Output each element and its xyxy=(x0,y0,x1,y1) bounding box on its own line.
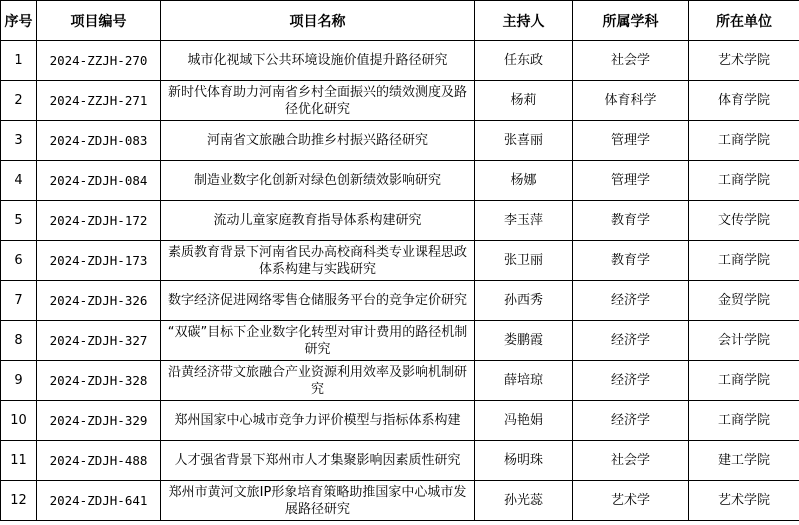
cell-discipline: 体育科学 xyxy=(573,81,689,121)
cell-unit: 工商学院 xyxy=(689,241,799,281)
cell-discipline: 经济学 xyxy=(573,321,689,361)
cell-host: 张卫丽 xyxy=(475,241,573,281)
cell-project-code: 2024-ZDJH-172 xyxy=(37,201,161,241)
cell-serial: 11 xyxy=(1,441,37,481)
cell-project-name: 人才强省背景下郑州市人才集聚影响因素质性研究 xyxy=(161,441,475,481)
cell-project-code: 2024-ZDJH-326 xyxy=(37,281,161,321)
table-row xyxy=(1,81,799,121)
table-row xyxy=(1,121,799,161)
table-row xyxy=(1,281,799,321)
table-row xyxy=(1,441,799,481)
cell-serial: 9 xyxy=(1,361,37,401)
cell-project-code: 2024-ZDJH-084 xyxy=(37,161,161,201)
cell-project-name: 郑州市黄河文旅IP形象培育策略助推国家中心城市发展路径研究 xyxy=(161,481,475,521)
cell-unit: 文传学院 xyxy=(689,201,799,241)
cell-host: 杨明珠 xyxy=(475,441,573,481)
cell-host: 娄鹏霞 xyxy=(475,321,573,361)
cell-host: 任东政 xyxy=(475,41,573,81)
cell-serial: 7 xyxy=(1,281,37,321)
cell-unit: 建工学院 xyxy=(689,441,799,481)
cell-unit: 艺术学院 xyxy=(689,481,799,521)
cell-serial: 6 xyxy=(1,241,37,281)
cell-discipline: 艺术学 xyxy=(573,481,689,521)
cell-project-name: 流动儿童家庭教育指导体系构建研究 xyxy=(161,201,475,241)
cell-unit: 金贸学院 xyxy=(689,281,799,321)
table-row xyxy=(1,361,799,401)
cell-serial: 2 xyxy=(1,81,37,121)
cell-unit: 工商学院 xyxy=(689,161,799,201)
table-row xyxy=(1,201,799,241)
cell-discipline: 经济学 xyxy=(573,361,689,401)
cell-discipline: 管理学 xyxy=(573,161,689,201)
table-row xyxy=(1,481,799,521)
cell-unit: 体育学院 xyxy=(689,81,799,121)
cell-project-name: 制造业数字化创新对绿色创新绩效影响研究 xyxy=(161,161,475,201)
cell-host: 李玉萍 xyxy=(475,201,573,241)
cell-unit: 工商学院 xyxy=(689,401,799,441)
cell-project-name: 城市化视域下公共环境设施价值提升路径研究 xyxy=(161,41,475,81)
table-row xyxy=(1,41,799,81)
cell-host: 杨莉 xyxy=(475,81,573,121)
cell-unit: 工商学院 xyxy=(689,361,799,401)
cell-discipline: 经济学 xyxy=(573,281,689,321)
header-discipline: 所属学科 xyxy=(573,1,689,41)
cell-project-name: “双碳”目标下企业数字化转型对审计费用的路径机制研究 xyxy=(161,321,475,361)
cell-serial: 5 xyxy=(1,201,37,241)
cell-serial: 3 xyxy=(1,121,37,161)
cell-unit: 艺术学院 xyxy=(689,41,799,81)
cell-project-name: 素质教育背景下河南省民办高校商科类专业课程思政体系构建与实践研究 xyxy=(161,241,475,281)
cell-host: 杨娜 xyxy=(475,161,573,201)
table-row xyxy=(1,161,799,201)
cell-serial: 1 xyxy=(1,41,37,81)
cell-discipline: 教育学 xyxy=(573,201,689,241)
cell-project-code: 2024-ZDJH-329 xyxy=(37,401,161,441)
cell-project-code: 2024-ZZJH-270 xyxy=(37,41,161,81)
cell-project-name: 数字经济促进网络零售仓储服务平台的竞争定价研究 xyxy=(161,281,475,321)
cell-host: 孙光蕊 xyxy=(475,481,573,521)
cell-unit: 会计学院 xyxy=(689,321,799,361)
table-row xyxy=(1,241,799,281)
cell-serial: 8 xyxy=(1,321,37,361)
cell-host: 孙西秀 xyxy=(475,281,573,321)
cell-project-code: 2024-ZDJH-327 xyxy=(37,321,161,361)
cell-serial: 10 xyxy=(1,401,37,441)
table-header-row xyxy=(1,1,799,41)
cell-project-name: 河南省文旅融合助推乡村振兴路径研究 xyxy=(161,121,475,161)
cell-host: 薛培琼 xyxy=(475,361,573,401)
table-row xyxy=(1,321,799,361)
cell-discipline: 经济学 xyxy=(573,401,689,441)
table-row xyxy=(1,401,799,441)
cell-project-code: 2024-ZDJH-641 xyxy=(37,481,161,521)
header-project-code: 项目编号 xyxy=(37,1,161,41)
cell-project-code: 2024-ZDJH-083 xyxy=(37,121,161,161)
cell-host: 张喜丽 xyxy=(475,121,573,161)
cell-serial: 4 xyxy=(1,161,37,201)
cell-project-code: 2024-ZDJH-328 xyxy=(37,361,161,401)
cell-project-code: 2024-ZDJH-488 xyxy=(37,441,161,481)
cell-project-code: 2024-ZZJH-271 xyxy=(37,81,161,121)
header-host: 主持人 xyxy=(475,1,573,41)
header-project-name: 项目名称 xyxy=(161,1,475,41)
cell-host: 冯艳娟 xyxy=(475,401,573,441)
cell-project-name: 新时代体育助力河南省乡村全面振兴的绩效测度及路径优化研究 xyxy=(161,81,475,121)
header-unit: 所在单位 xyxy=(689,1,799,41)
header-serial: 序号 xyxy=(1,1,37,41)
cell-project-name: 沿黄经济带文旅融合产业资源利用效率及影响机制研究 xyxy=(161,361,475,401)
cell-serial: 12 xyxy=(1,481,37,521)
cell-project-code: 2024-ZDJH-173 xyxy=(37,241,161,281)
cell-discipline: 社会学 xyxy=(573,441,689,481)
cell-unit: 工商学院 xyxy=(689,121,799,161)
cell-discipline: 教育学 xyxy=(573,241,689,281)
cell-discipline: 管理学 xyxy=(573,121,689,161)
cell-project-name: 郑州国家中心城市竞争力评价模型与指标体系构建 xyxy=(161,401,475,441)
cell-discipline: 社会学 xyxy=(573,41,689,81)
